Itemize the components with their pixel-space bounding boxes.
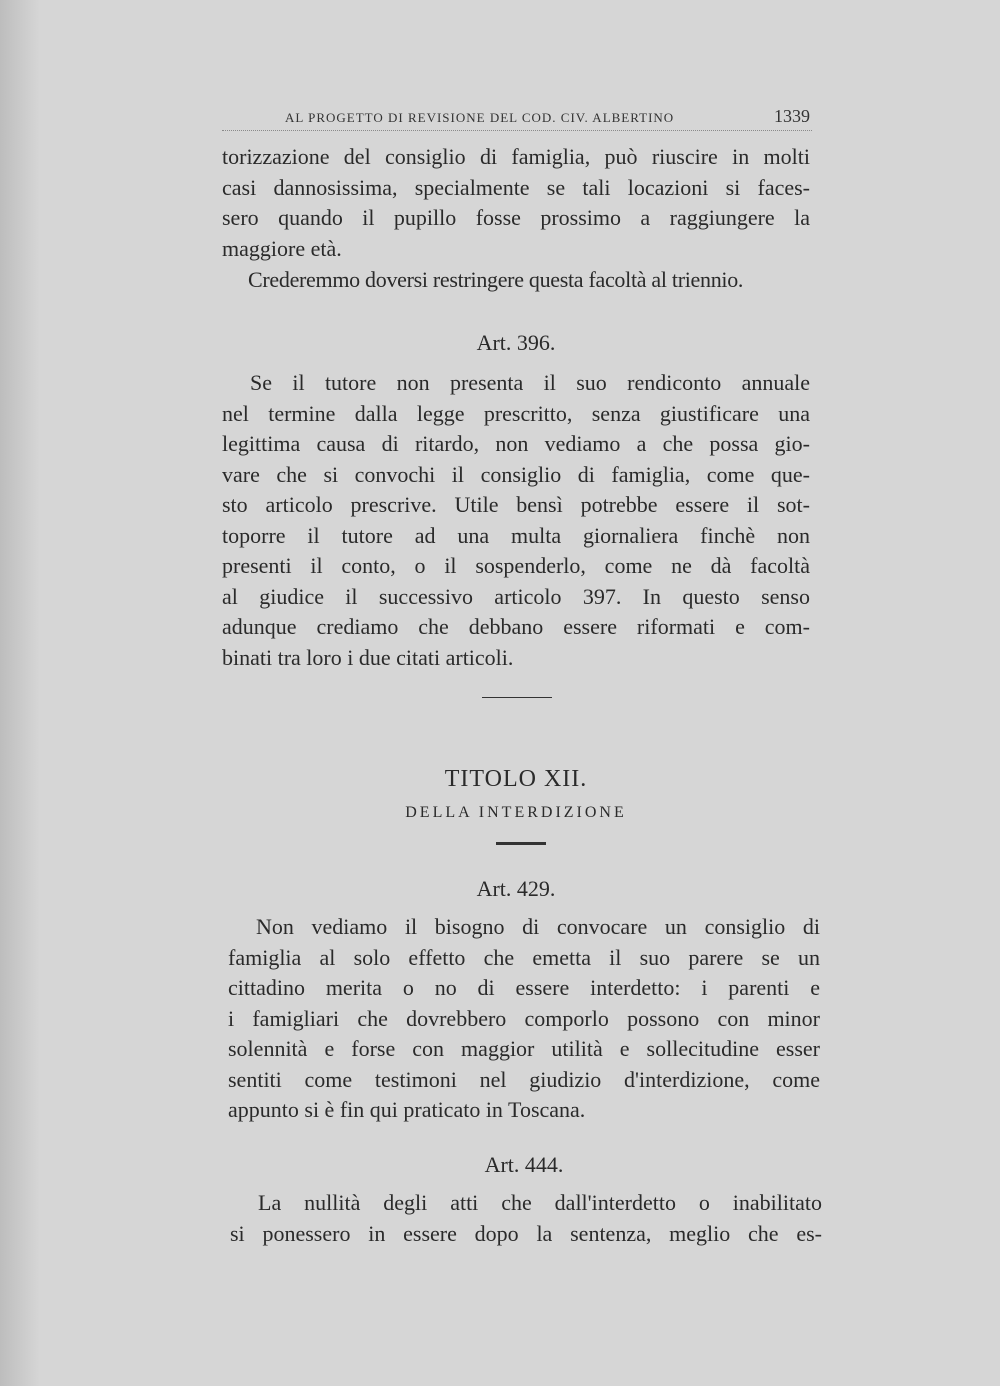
text-line: Non vediamo il bisogno di convocare un consiglio di <box>256 914 820 939</box>
text-line: nel termine dalla legge prescritto, senza giustificare una <box>222 400 810 426</box>
title-heading: TITOLO XII. <box>444 766 588 792</box>
text-line: adunque crediamo che debbano essere riformati e com- <box>222 614 810 639</box>
text-line: al giudice il successivo articolo 397. In questo senso <box>222 583 810 609</box>
text-line: Crederemmo doversi restringere questa facoltà al triennio. <box>248 267 744 292</box>
text-line: torizzazione del consiglio di famiglia, può riuscire in molti <box>222 144 810 169</box>
article-heading-444: Art. 444. <box>484 1152 564 1177</box>
text-line: vare che si convochi il consiglio di famiglia, come que- <box>222 461 810 487</box>
text-line: binati tra loro i due citati articoli. <box>222 644 514 670</box>
text-line: i famigliari che dovrebbero comporlo possono con minor <box>228 1005 820 1031</box>
article-429-paragraph <box>228 912 820 1126</box>
article-heading-396: Art. 396. <box>476 330 556 355</box>
text-line: si ponessero in essere dopo la sentenza, meglio che es- <box>230 1220 822 1246</box>
page-number: 1339 <box>774 106 810 126</box>
text-line: maggiore età. <box>222 235 342 261</box>
text-line: casi dannosissima, specialmente se tali locazioni si faces- <box>222 174 810 200</box>
page-fold-shadow <box>0 0 40 1386</box>
text-line: La nullità degli atti che dall'interdetto o inabilitato <box>258 1190 822 1215</box>
text-line: sero quando il pupillo fosse prossimo a raggiungere la <box>222 205 810 230</box>
section-divider <box>482 697 552 698</box>
title-divider <box>496 842 546 845</box>
article-396-paragraph <box>222 368 810 673</box>
text-line: sto articolo prescrive. Utile bensì potrebbe essere il sot- <box>222 492 810 517</box>
text-line: sentiti come testimoni nel giudizio d'interdizione, come <box>228 1066 820 1092</box>
text-line: presenti il conto, o il sospenderlo, come ne dà facoltà <box>222 553 810 578</box>
running-title: AL PROGETTO DI REVISIONE DEL COD. CIV. ALBERTINO <box>285 110 675 125</box>
closing-paragraph <box>248 265 808 296</box>
header-rule <box>222 130 812 131</box>
text-line: legittima causa di ritardo, non vediamo a che possa gio- <box>222 431 810 456</box>
article-heading-429: Art. 429. <box>476 876 556 901</box>
text-line: Se il tutore non presenta il suo rendiconto annuale <box>250 370 810 395</box>
article-444-paragraph <box>230 1188 822 1249</box>
text-line: famiglia al solo effetto che emetta il suo parere se un <box>228 944 820 970</box>
text-line: cittadino merita o no di essere interdetto: i parenti e <box>228 975 820 1000</box>
text-line: solennità e forse con maggior utilità e sollecitudine esser <box>228 1036 820 1061</box>
title-subheading: DELLA INTERDIZIONE <box>405 804 627 821</box>
continuation-paragraph <box>222 142 810 264</box>
text-line: toporre il tutore ad una multa giornaliera finchè non <box>222 522 810 548</box>
text-line: appunto si è fin qui praticato in Toscana. <box>228 1097 586 1122</box>
